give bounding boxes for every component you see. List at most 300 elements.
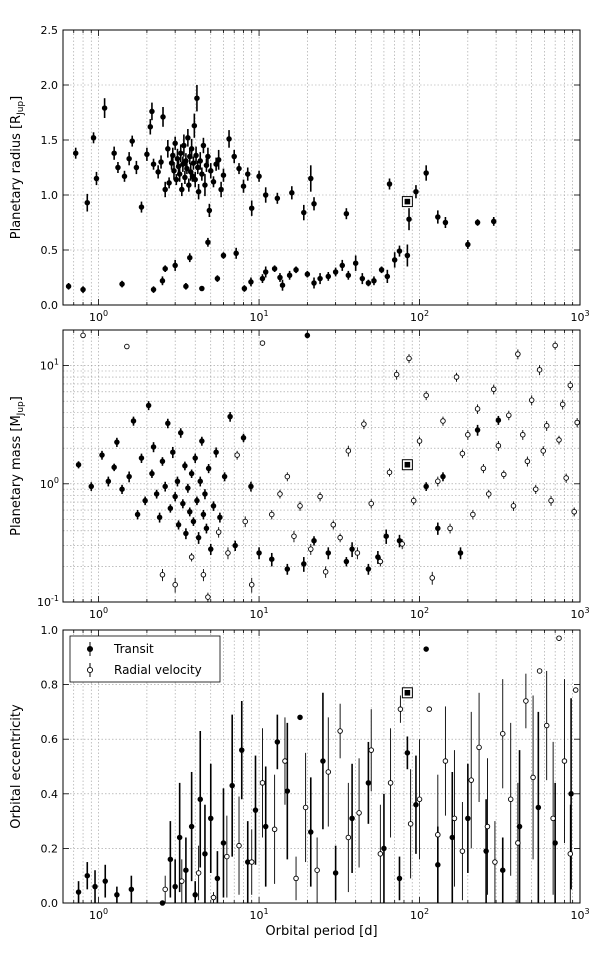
rv-point xyxy=(180,879,185,884)
transit-point xyxy=(405,253,410,258)
rv-point xyxy=(411,498,416,503)
transit-point xyxy=(186,136,191,141)
rv-point xyxy=(292,534,297,539)
legend-label: Radial velocity xyxy=(114,663,202,677)
transit-point xyxy=(175,479,180,484)
transit-point xyxy=(392,258,397,263)
transit-point xyxy=(536,805,541,810)
transit-point xyxy=(208,169,213,174)
transit-point xyxy=(326,274,331,279)
transit-point xyxy=(193,177,198,182)
transit-point xyxy=(221,253,226,258)
rv-point xyxy=(491,387,496,392)
transit-point xyxy=(305,272,310,277)
transit-point xyxy=(160,459,165,464)
panel-radius xyxy=(9,24,590,324)
transit-point xyxy=(76,462,81,467)
y-axis-label: Planetary mass $[M_{Jup}]$ xyxy=(9,396,26,536)
transit-point xyxy=(193,893,198,898)
y-axis-label: Planetary radius $[R_{Jup}]$ xyxy=(9,95,26,240)
transit-point xyxy=(206,240,211,245)
x-tick-label: $10^0$ xyxy=(89,907,109,922)
transit-point xyxy=(200,172,205,177)
rv-point xyxy=(201,572,206,577)
transit-point xyxy=(157,515,162,520)
transit-point xyxy=(278,275,283,280)
rv-point xyxy=(378,852,383,857)
transit-point xyxy=(475,220,480,225)
transit-point xyxy=(167,181,172,186)
x-tick-label: $10^2$ xyxy=(409,606,430,621)
rv-point xyxy=(285,474,290,479)
rv-point xyxy=(216,530,221,535)
transit-point xyxy=(139,456,144,461)
rv-point xyxy=(525,459,530,464)
transit-point xyxy=(161,115,166,120)
transit-point xyxy=(187,183,192,188)
transit-point xyxy=(120,487,125,492)
transit-point xyxy=(298,715,303,720)
transit-point xyxy=(211,504,216,509)
transit-point xyxy=(239,748,244,753)
transit-point xyxy=(221,173,226,178)
transit-point xyxy=(308,830,313,835)
rv-point xyxy=(553,343,558,348)
transit-point xyxy=(73,151,78,156)
transit-point xyxy=(321,759,326,764)
rv-point xyxy=(235,453,240,458)
transit-point xyxy=(350,547,355,552)
rv-point xyxy=(460,451,465,456)
rv-point xyxy=(531,775,536,780)
transit-point xyxy=(312,202,317,207)
transit-point xyxy=(245,172,250,177)
transit-point xyxy=(242,286,247,291)
y-axis-label: Orbital eccentricity xyxy=(9,704,24,829)
transit-point xyxy=(257,174,262,179)
transit-point xyxy=(196,535,201,540)
transit-point xyxy=(287,273,292,278)
transit-point xyxy=(275,196,280,201)
transit-point xyxy=(129,887,134,892)
transit-point xyxy=(414,802,419,807)
transit-point xyxy=(424,647,429,652)
rv-point xyxy=(427,707,432,712)
y-tick-label: 1.0 xyxy=(40,189,58,202)
transit-point xyxy=(168,506,173,511)
rv-point xyxy=(298,504,303,509)
transit-point xyxy=(168,857,173,862)
transit-point xyxy=(360,276,365,281)
rv-point xyxy=(544,423,549,428)
rv-point xyxy=(568,383,573,388)
x-tick-label: $10^2$ xyxy=(409,309,430,324)
rv-point xyxy=(189,555,194,560)
rv-point xyxy=(249,860,254,865)
rv-point xyxy=(237,843,242,848)
transit-point xyxy=(376,555,381,560)
rv-point xyxy=(318,494,323,499)
transit-point xyxy=(227,137,232,142)
y-tick-label: 2.0 xyxy=(40,79,58,92)
x-tick-label: $10^1$ xyxy=(249,606,269,621)
transit-point xyxy=(115,893,120,898)
transit-point xyxy=(203,852,208,857)
transit-point xyxy=(344,559,349,564)
transit-point xyxy=(139,205,144,210)
x-tick-label: $10^3$ xyxy=(570,907,590,922)
transit-point xyxy=(200,439,205,444)
transit-point xyxy=(436,526,441,531)
transit-point xyxy=(208,816,213,821)
transit-point xyxy=(192,123,197,128)
rv-point xyxy=(387,470,392,475)
transit-point xyxy=(260,276,265,281)
transit-point xyxy=(156,170,161,175)
y-tick-label: 0.0 xyxy=(40,299,58,312)
transit-point xyxy=(222,474,227,479)
transit-point xyxy=(102,106,107,111)
transit-point xyxy=(148,125,153,130)
transit-point xyxy=(151,445,156,450)
transit-point xyxy=(145,152,150,157)
transit-point xyxy=(115,440,120,445)
rv-point xyxy=(511,504,516,509)
rv-point xyxy=(537,669,542,674)
legend-marker xyxy=(87,667,92,672)
transit-point xyxy=(183,175,188,180)
highlight-marker xyxy=(405,462,411,468)
y-tick-label: 1.5 xyxy=(40,134,58,147)
transit-point xyxy=(193,456,198,461)
transit-point xyxy=(263,270,268,275)
transit-point xyxy=(384,534,389,539)
transit-point xyxy=(241,184,246,189)
transit-point xyxy=(163,266,168,271)
rv-point xyxy=(549,498,554,503)
rv-point xyxy=(294,876,299,881)
transit-point xyxy=(382,846,387,851)
rv-point xyxy=(471,512,476,517)
transit-point xyxy=(185,166,190,171)
transit-point xyxy=(160,279,165,284)
y-tick-label: 1.0 xyxy=(40,624,58,637)
rv-point xyxy=(278,492,283,497)
legend-marker xyxy=(87,646,92,651)
rv-point xyxy=(448,526,453,531)
transit-point xyxy=(198,159,203,164)
transit-point xyxy=(112,151,117,156)
rv-point xyxy=(507,413,512,418)
transit-point xyxy=(424,171,429,176)
transit-point xyxy=(103,879,108,884)
rv-point xyxy=(481,466,486,471)
y-tick-label: 0.6 xyxy=(40,733,58,747)
transit-point xyxy=(184,159,189,164)
transit-point xyxy=(350,816,355,821)
transit-point xyxy=(241,435,246,440)
transit-point xyxy=(130,139,135,144)
transit-point xyxy=(436,215,441,220)
transit-point xyxy=(211,180,216,185)
transit-point xyxy=(183,463,188,468)
x-tick-label: $10^1$ xyxy=(249,907,269,922)
transit-point xyxy=(219,187,224,192)
transit-point xyxy=(191,161,196,166)
transit-point xyxy=(195,165,200,170)
rv-point xyxy=(283,759,288,764)
transit-point xyxy=(177,172,182,177)
x-tick-label: $10^0$ xyxy=(89,606,109,621)
rv-point xyxy=(441,419,446,424)
transit-point xyxy=(195,96,200,101)
transit-point xyxy=(189,147,194,152)
transit-point xyxy=(150,109,155,114)
transit-point xyxy=(200,286,205,291)
transit-point xyxy=(189,824,194,829)
rv-point xyxy=(331,522,336,527)
rv-point xyxy=(436,479,441,484)
transit-point xyxy=(275,740,280,745)
transit-point xyxy=(280,283,285,288)
transit-point xyxy=(249,206,254,211)
transit-point xyxy=(201,143,206,148)
panel-mass xyxy=(9,330,590,621)
rv-point xyxy=(315,868,320,873)
transit-point xyxy=(397,876,402,881)
transit-point xyxy=(257,551,262,556)
transit-point xyxy=(85,873,90,878)
transit-point xyxy=(294,268,299,273)
transit-point xyxy=(458,551,463,556)
transit-point xyxy=(181,501,186,506)
transit-point xyxy=(177,835,182,840)
transit-point xyxy=(366,567,371,572)
rv-point xyxy=(430,576,435,581)
transit-point xyxy=(346,273,351,278)
transit-point xyxy=(143,498,148,503)
rv-point xyxy=(211,895,216,900)
rv-point xyxy=(460,849,465,854)
rv-point xyxy=(544,723,549,728)
transit-point xyxy=(106,479,111,484)
rv-point xyxy=(303,805,308,810)
rv-point xyxy=(378,559,383,564)
transit-point xyxy=(189,471,194,476)
transit-point xyxy=(208,547,213,552)
rv-point xyxy=(557,438,562,443)
rv-point xyxy=(551,816,556,821)
legend-label: Transit xyxy=(114,642,154,656)
rv-point xyxy=(496,443,501,448)
transit-point xyxy=(340,263,345,268)
transit-point xyxy=(569,792,574,797)
transit-point xyxy=(122,174,127,179)
y-tick-label: 0.4 xyxy=(40,787,58,801)
rv-point xyxy=(173,582,178,587)
transit-point xyxy=(218,515,223,520)
rv-point xyxy=(466,432,471,437)
rv-point xyxy=(81,333,86,338)
transit-point xyxy=(466,816,471,821)
transit-point xyxy=(196,189,201,194)
transit-point xyxy=(214,162,219,167)
transit-point xyxy=(146,403,151,408)
rv-point xyxy=(537,368,542,373)
rv-point xyxy=(417,439,422,444)
transit-point xyxy=(66,284,71,289)
rv-point xyxy=(226,551,231,556)
rv-point xyxy=(160,572,165,577)
transit-point xyxy=(120,282,125,287)
rv-point xyxy=(424,393,429,398)
rv-point xyxy=(398,707,403,712)
transit-point xyxy=(443,220,448,225)
y-tick-label: 2.5 xyxy=(40,24,58,37)
rv-point xyxy=(369,748,374,753)
rv-point xyxy=(516,352,521,357)
transit-point xyxy=(234,251,239,256)
transit-point xyxy=(201,512,206,517)
rv-point xyxy=(572,509,577,514)
transit-point xyxy=(89,484,94,489)
transit-point xyxy=(151,162,156,167)
rv-point xyxy=(524,699,529,704)
transit-point xyxy=(285,567,290,572)
transit-point xyxy=(127,474,132,479)
transit-point xyxy=(203,492,208,497)
rv-point xyxy=(355,551,360,556)
transit-point xyxy=(163,187,168,192)
transit-point xyxy=(173,494,178,499)
transit-point xyxy=(131,419,136,424)
transit-point xyxy=(269,557,274,562)
y-tick-label: 0.0 xyxy=(40,897,58,910)
transit-point xyxy=(170,153,175,158)
x-tick-label: $10^0$ xyxy=(89,309,109,324)
transit-point xyxy=(207,208,212,213)
transit-point xyxy=(186,486,191,491)
transit-point xyxy=(215,876,220,881)
transit-point xyxy=(249,280,254,285)
transit-point xyxy=(151,287,156,292)
rv-point xyxy=(163,887,168,892)
rv-point xyxy=(493,860,498,865)
transit-point xyxy=(237,166,242,171)
transit-point xyxy=(176,522,181,527)
rv-point xyxy=(260,341,265,346)
rv-point xyxy=(400,542,405,547)
transit-point xyxy=(93,884,98,889)
transit-point xyxy=(81,287,86,292)
y-tick-label: 0.8 xyxy=(40,678,58,692)
transit-point xyxy=(301,562,306,567)
rv-point xyxy=(326,770,331,775)
transit-point xyxy=(263,824,268,829)
transit-point xyxy=(249,484,254,489)
rv-point xyxy=(541,449,546,454)
transit-point xyxy=(333,871,338,876)
transit-point xyxy=(76,890,81,895)
rv-point xyxy=(469,778,474,783)
rv-point xyxy=(394,372,399,377)
transit-point xyxy=(312,538,317,543)
rv-point xyxy=(443,759,448,764)
rv-point xyxy=(272,827,277,832)
x-tick-label: $10^2$ xyxy=(409,907,430,922)
x-tick-label: $10^1$ xyxy=(249,309,269,324)
rv-point xyxy=(346,449,351,454)
transit-point xyxy=(216,158,221,163)
transit-point xyxy=(184,868,189,873)
transit-point xyxy=(475,428,480,433)
transit-point xyxy=(496,418,501,423)
transit-point xyxy=(500,868,505,873)
transit-point xyxy=(173,263,178,268)
transit-point xyxy=(100,453,105,458)
transit-point xyxy=(191,519,196,524)
transit-point xyxy=(385,274,390,279)
rv-point xyxy=(269,512,274,517)
transit-point xyxy=(397,249,402,254)
transit-point xyxy=(366,781,371,786)
transit-point xyxy=(379,268,384,273)
rv-point xyxy=(501,472,506,477)
rv-point xyxy=(560,402,565,407)
transit-point xyxy=(182,143,187,148)
x-tick-label: $10^3$ xyxy=(570,309,590,324)
x-axis-label: Orbital period [d] xyxy=(265,924,378,939)
transit-point xyxy=(195,498,200,503)
transit-point xyxy=(407,217,412,222)
rv-point xyxy=(452,816,457,821)
transit-point xyxy=(194,153,199,158)
rv-point xyxy=(369,501,374,506)
transit-point xyxy=(112,465,117,470)
transit-point xyxy=(203,183,208,188)
transit-point xyxy=(187,255,192,260)
transit-point xyxy=(305,333,310,338)
transit-point xyxy=(387,182,392,187)
transit-point xyxy=(272,266,277,271)
transit-point xyxy=(405,751,410,756)
rv-point xyxy=(564,476,569,481)
rv-point xyxy=(436,832,441,837)
transit-point xyxy=(154,492,159,497)
rv-point xyxy=(206,595,211,600)
transit-point xyxy=(366,281,371,286)
transit-point xyxy=(215,276,220,281)
rv-point xyxy=(338,729,343,734)
rv-point xyxy=(562,759,567,764)
transit-point xyxy=(230,783,235,788)
rv-point xyxy=(323,570,328,575)
rv-point xyxy=(520,432,525,437)
transit-point xyxy=(450,835,455,840)
rv-point xyxy=(388,781,393,786)
transit-point xyxy=(174,177,179,182)
transit-point xyxy=(180,187,185,192)
transit-point xyxy=(326,551,331,556)
rv-point xyxy=(477,745,482,750)
transit-point xyxy=(441,474,446,479)
transit-point xyxy=(466,242,471,247)
rv-point xyxy=(338,535,343,540)
y-tick-label: 0.5 xyxy=(40,244,58,257)
rv-point xyxy=(575,420,580,425)
transit-point xyxy=(301,210,306,215)
transit-point xyxy=(159,160,164,165)
